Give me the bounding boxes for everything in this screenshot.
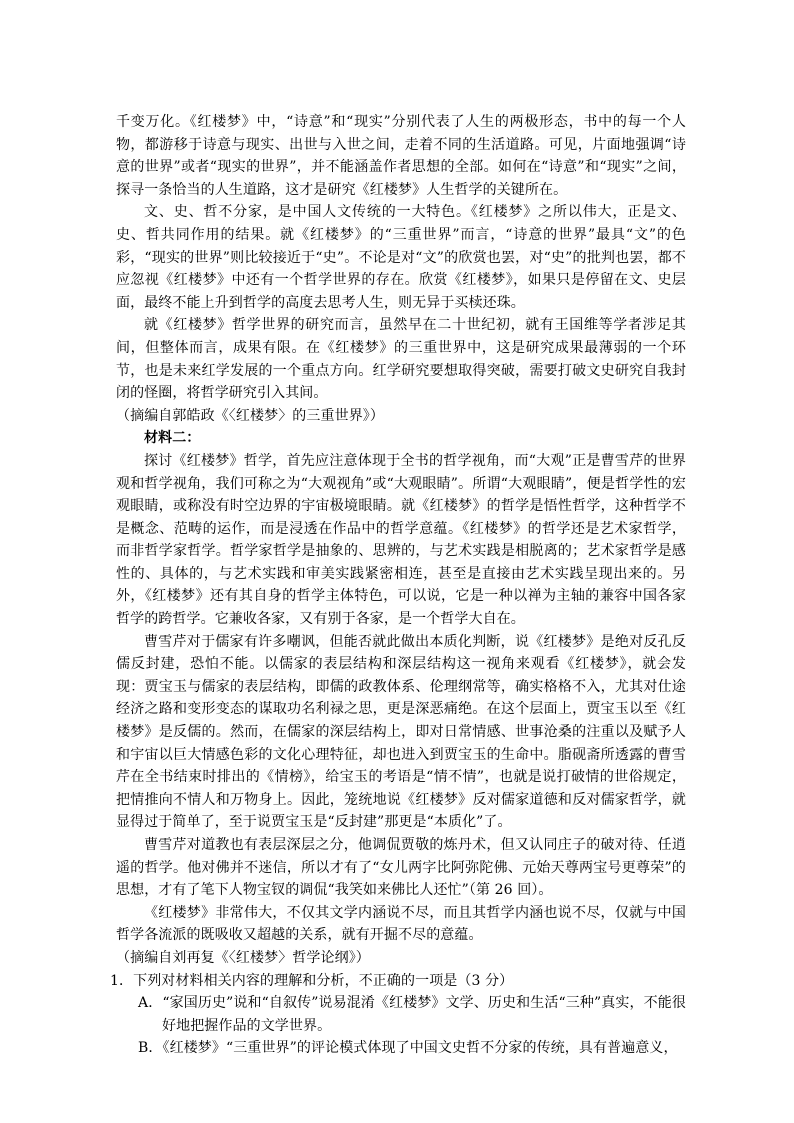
- material2-paragraph-2: 曹雪芹对于儒家有许多嘲讽，但能否就此做出本质化判断，说《红楼梦》是绝对反孔反儒反封建，恐怕不能。以儒家的表层结构和深层结构这一视角来观看《红楼梦》，就会发现：贾宝玉与儒家的表层结构，即儒的政教体系、伦理纲常等，确实格格不入，尤其对仕途经济之路和变形变态的谋取功名利禄之思，更是深恶痛绝。在这个层面上，贾宝玉以至《红楼梦》是反儒的。然而，在儒家的深层结构上，即对日常情感、世事沧桑的注重以及赋予人和宇宙以巨大情感色彩的文化心理特征，却也进入到贾宝玉的生命中。脂砚斋所透露的曹雪芹在全书结束时排出的《情榜》，给宝玉的考语是“情不情”，也就是说打破情的世俗规定，把情推向不情人和万物身上。因此，笼统地说《红楼梦》反对儒家道德和反对儒家哲学，就显得过于简单了，至于说贾宝玉是“反封建”那更是“本质化”了。: [116, 633, 686, 831]
- material2-label: 材料二：: [144, 430, 201, 447]
- document-body: [110, 111, 686, 1060]
- material2-source: （摘编自刘再复《〈红楼梦〉哲学论纲》）: [116, 949, 370, 966]
- material1-source: （摘编自郭皓政《〈红楼梦〉的三重世界》）: [116, 407, 384, 424]
- material1-paragraph-2: 文、史、哲不分家，是中国人文传统的一大特色。《红楼梦》之所以伟大，正是文、史、哲共同作用的结果。就《红楼梦》的“三重世界”而言，“诗意的世界”最具“文”的色彩，“现实的世界”则比较接近于“史”。不论是对“文”的欣赏也罢，对“史”的批判也罢，都不应忽视《红楼梦》中还有一个哲学世界的存在。欣赏《红楼梦》，如果只是停留在文、史层面，最终不能上升到哲学的高度去思考人生，则无异于买椟还珠。: [116, 204, 686, 311]
- question-1-option-a: A．“家国历史”说和“自叙传”说易混淆《红楼梦》文学、历史和生活“三种”真实，不能很好地把握作品的文学世界。: [138, 995, 686, 1034]
- material1-paragraph-1: 千变万化。《红楼梦》中，“诗意”和“现实”分别代表了人生的两极形态，书中的每一个人物，都游移于诗意与现实、出世与入世之间，走着不同的生活道路。可见，片面地强调“诗意的世界”或者“现实的世界”，并不能涵盖作者思想的全部。如何在“诗意”和“现实”之间，探寻一条恰当的人生道路，这才是研究《红楼梦》人生哲学的关键所在。: [116, 114, 686, 198]
- material1-paragraph-3: 就《红楼梦》哲学世界的研究而言，虽然早在二十世纪初，就有王国维等学者涉足其间，但整体而言，成果有限。在《红楼梦》的三重世界中，这是研究成果最薄弱的一个环节，也是未来红学发展的一个重点方向。红学研究要想取得突破，需要打破文史研究自我封闭的怪圈，将哲学研究引入其间。: [116, 317, 686, 402]
- material2-paragraph-1: 探讨《红楼梦》哲学，首先应注意体现于全书的哲学视角，而“大观”正是曹雪芹的世界观和哲学视角，我们可称之为“大观视角”或“大观眼睛”。所谓“大观眼睛”，便是哲学性的宏观眼睛，或称没有时空边界的宇宙极境眼睛。就《红楼梦》的哲学是悟性哲学，这种哲学不是概念、范畴的运作，而是浸透在作品中的哲学意蕴。《红楼梦》的哲学还是艺术家哲学，而非哲学家哲学。哲学家哲学是抽象的、思辨的，与艺术实践是相脱离的；艺术家哲学是感性的、具体的，与艺术实践和审美实践紧密相连，甚至是直接由艺术实践呈现出来的。另外，《红楼梦》还有其自身的哲学主体特色，可以说，它是一种以禅为主轴的兼容中国各家哲学的跨哲学。它兼收各家，又有别于各家，是一个哲学大自在。: [116, 452, 686, 628]
- question-1-option-b: B．《红楼梦》“三重世界”的评论模式体现了中国文史哲不分家的传统，具有普遍意义，: [138, 1040, 678, 1057]
- material2-paragraph-4: 《红楼梦》非常伟大，不仅其文学内涵说不尽，而且其哲学内涵也说不尽，仅就与中国哲学各流派的既吸收又超越的关系，就有开掘不尽的意蕴。: [116, 904, 686, 944]
- question-1-stem: 1．下列对材料相关内容的理解和分析，不正确的一项是（3 分）: [110, 972, 514, 989]
- material2-paragraph-3: 曹雪芹对道教也有表层深层之分，他调侃贾敬的炼丹术，但又认同庄子的破对待、任逍遥的哲学。他对佛并不迷信，所以才有了“女儿两字比阿弥陀佛、元始天尊两宝号更尊荣”的思想，才有了笔下人物宝钗的调侃“我笑如来佛比人还忙”（第 26 回）。: [116, 837, 686, 899]
